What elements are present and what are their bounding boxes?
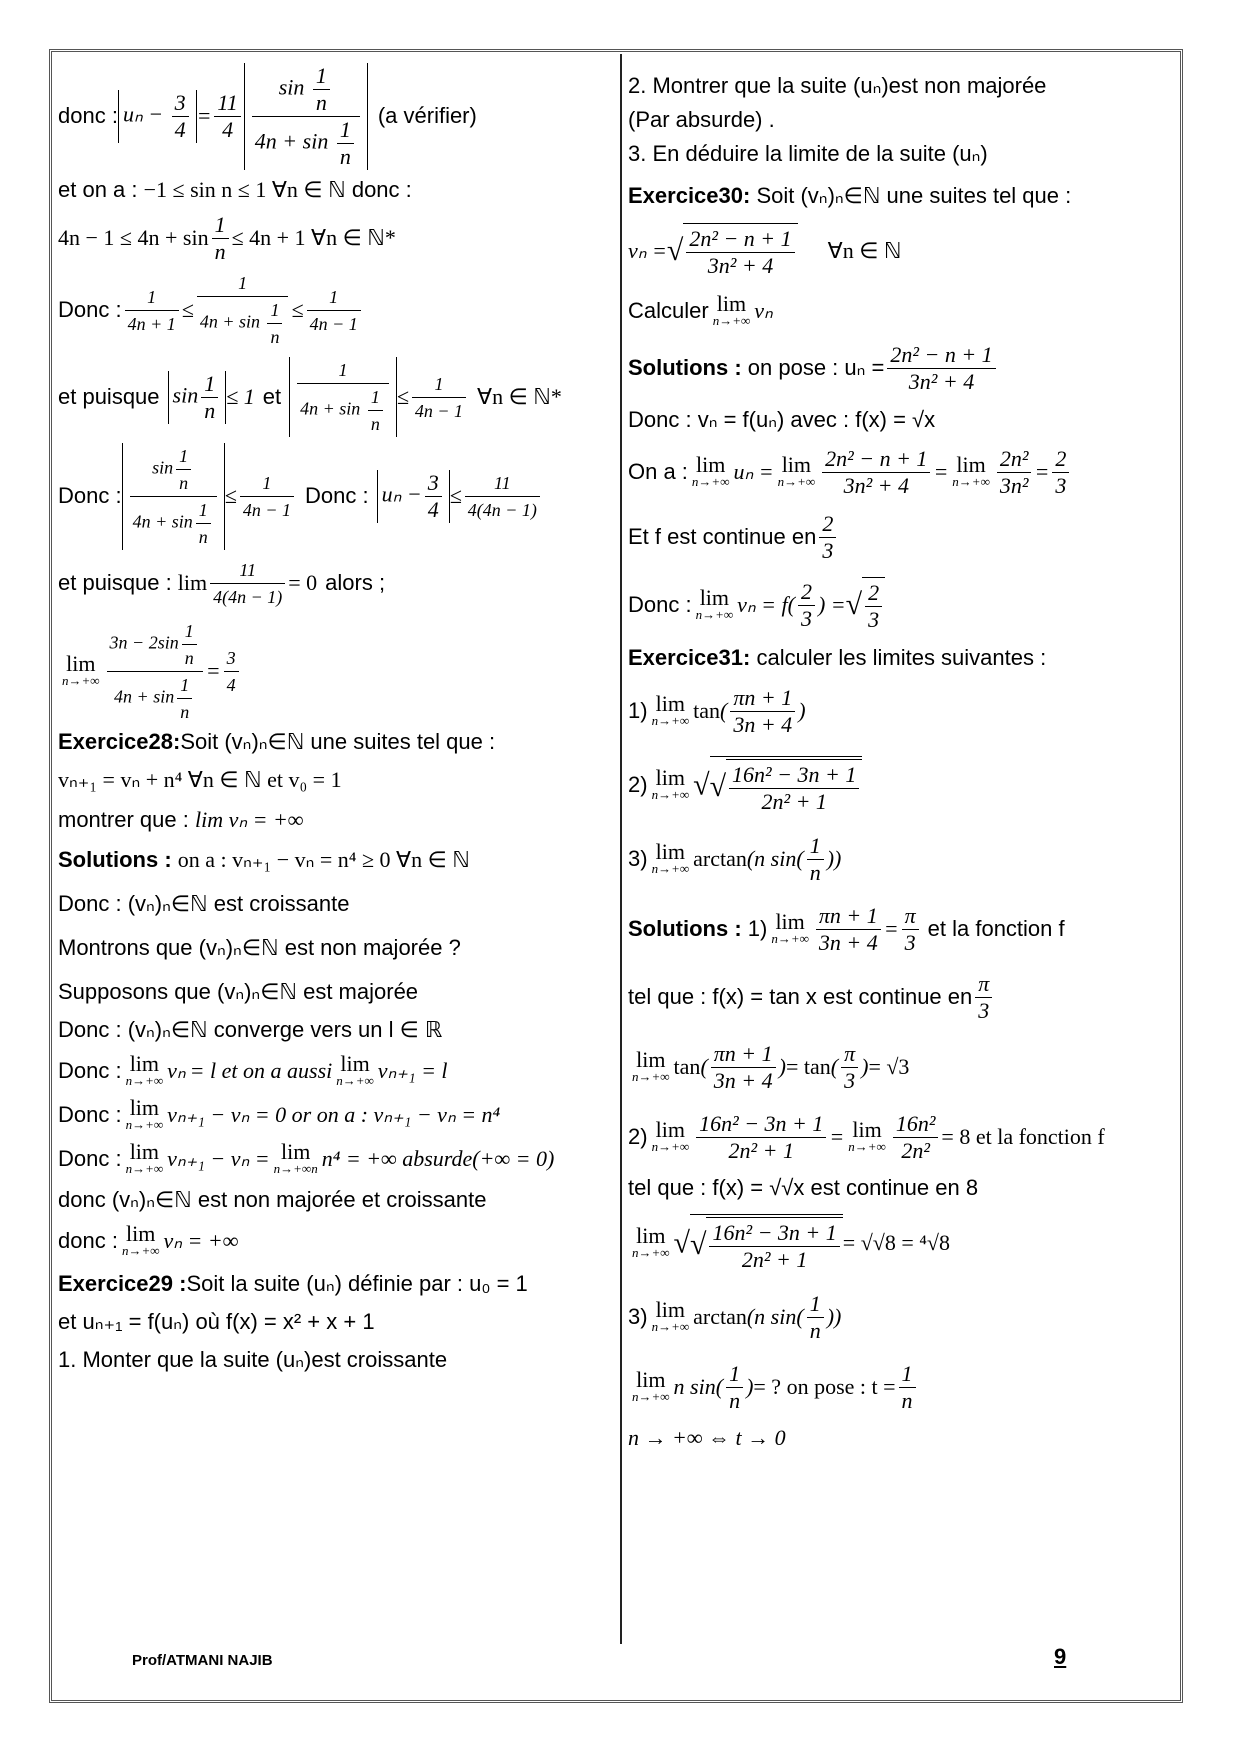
exercise31-solution-4: 2) lim n→+∞ $\frac{\text{16n² − 3n + 1}}{\text{2n² + 1}}$ = lim n→+∞ $\frac{\text{16n²}}{\text{2n²}}$ = 8 et la fonction f	[628, 1110, 1105, 1163]
exercise31-solution-2: tel que : f(x) = tan x est continue en $\frac{\pi}{3}$	[628, 966, 1176, 1028]
exercise29-question-2: 2. Montrer que la suite (uₙ)est non majorée	[628, 73, 1047, 98]
footer-author: Prof/ATMANI NAJIB	[132, 1652, 273, 1669]
left-line-1: donc : uₙ − $\frac{3}{4}$ = $\frac{11}{4}$ sin $\frac{1}{n}$ 4n + sin $\frac{1}{n}$ (a vérifier)	[58, 62, 477, 169]
sol-line-6: Donc : lim n→+∞ vₙ₊₁ − vₙ = 0 or on a : vₙ₊₁ − vₙ = n⁴	[58, 1095, 501, 1132]
exercise28-definition: vₙ₊₁ = vₙ + n⁴ ∀n ∈ ℕ et v₀ = 1	[58, 767, 342, 792]
exercise31-solution-3: lim n→+∞ tan ( $\frac{\pi n + 1}{3n + 4}$ ) = tan ( $\frac{\pi}{3}$ ) = √3	[632, 1040, 910, 1093]
page-number: 9	[1054, 1644, 1067, 1669]
exercise29-definition: et uₙ₊₁ = f(uₙ) où f(x) = x² + x + 1	[58, 1309, 375, 1334]
exercise30-line-1: Donc : vₙ = f(uₙ) avec : f(x) = √x	[628, 407, 936, 432]
abs-un-34: uₙ − $\frac{3}{4}$	[118, 90, 197, 143]
left-column	[58, 62, 613, 1380]
exercise30-line-3: Et f est continue en $\frac{2}{3}$	[628, 508, 1176, 566]
left-line-4: Donc : $\frac{1}{4n + 1}$ ≤ 1 4n + sin $\frac{1}{n}$ ≤ $\frac{1}{4n - 1}$	[58, 272, 613, 348]
exercise28-title: Exercice28:Soit (vₙ)ₙ∈ℕ une suites tel que :	[58, 729, 496, 754]
exercise30-solution: Solutions : on pose : uₙ = $\frac{\text{2n² − n + 1}}{\text{3n² + 4}}$	[628, 338, 1176, 398]
exercise31-solution-1: Solutions : 1) lim n→+∞ $\frac{\pi n + 1}{3n + 4}$ = $\frac{\pi}{3}$ et la fonction f	[628, 902, 1065, 955]
left-line-2: et on a : −1 ≤ sin n ≤ 1 ∀n ∈ ℕ donc :	[58, 177, 412, 202]
sol-line-2: Montrons que (vₙ)ₙ∈ℕ est non majorée ?	[58, 935, 461, 960]
exercise29-question-2b: (Par absurde) .	[628, 107, 775, 132]
sol-line-3: Supposons que (vₙ)ₙ∈ℕ est majorée	[58, 979, 419, 1004]
exercise30-line-2: On a : lim n→+∞ uₙ = lim n→+∞ $\frac{\text{2n² − n + 1}}{\text{3n² + 4}}$ = lim n→+∞ $\frac{\text{2n²}}{\text{3n²}}$ = $\frac{2}{3}$	[628, 442, 1176, 502]
left-line-3: 4n − 1 ≤ 4n + sin $\frac{1}{n}$ ≤ 4n + 1 ∀n ∈ ℕ*	[58, 211, 396, 264]
exercise31-solution-7: 3) lim n→+∞ arctan ( n sin ( $\frac{1}{n}$ ))	[628, 1290, 842, 1343]
exercise31-item-1: 1) lim n→+∞ tan ( $\frac{\pi n + 1}{3n + 4}$ )	[628, 684, 806, 737]
exercise30-title: Exercice30: Soit (vₙ)ₙ∈ℕ une suites tel que :	[628, 183, 1072, 208]
exercise30-question: Calculer lim n→+∞ vₙ	[628, 291, 773, 328]
exercise29-question-3: 3. En déduire la limite de la suite (uₙ)	[628, 141, 988, 166]
sol-line-9: donc : lim n→+∞ vₙ = +∞	[58, 1221, 239, 1258]
exercise29-title: Exercice29 :Soit la suite (uₙ) définie par : u₀ = 1	[58, 1271, 528, 1296]
exercise28-question: montrer que : lim vₙ = +∞	[58, 807, 304, 832]
sol-line-7: Donc : lim n→+∞ vₙ₊₁ − vₙ = lim n→+∞n n⁴ = +∞ absurde(+∞ = 0)	[58, 1139, 555, 1176]
exercise31-item-2: 2) lim n→+∞ √√ $\frac{\text{16n² − 3n + 1}}{\text{2n² + 1}}$	[628, 750, 1176, 820]
left-line-7: et puisque : lim $\frac{11}{4(4n - 1)}$ = 0 alors ;	[58, 552, 613, 614]
exercise30-definition: vₙ = √ $\frac{\text{2n² − n + 1}}{\text{3n² + 4}}$ ∀n ∈ ℕ	[628, 216, 1176, 286]
exercise29-question-1: 1. Monter que la suite (uₙ)est croissante	[58, 1347, 448, 1372]
exercise31-solution-8: lim n→+∞ n sin ( $\frac{1}{n}$ ) = ? on pose : t = $\frac{1}{n}$	[628, 1356, 1176, 1418]
left-line-8: lim n→+∞ 3n − 2sin $\frac{1}{n}$ 4n + sin $\frac{1}{n}$ = $\frac{3}{4}$	[58, 620, 613, 722]
exercise31-solution-5: tel que : f(x) = √√x est continue en 8	[628, 1175, 979, 1200]
left-line-6: Donc : sin $\frac{1}{n}$ 4n + sin $\frac{1}{n}$ ≤ $\frac{1}{4n - 1}$ Donc : uₙ − $\frac{3}{4}$ ≤ $\frac{11}{4(4n - 1)}$	[58, 446, 613, 546]
exercise30-line-4: Donc : lim n→+∞ vₙ = f ( $\frac{2}{3}$ ) = √ $\frac{2}{3}$	[628, 572, 1176, 638]
exercise31-item-3: 3) lim n→+∞ arctan ( n sin ( $\frac{1}{n}$ ))	[628, 832, 842, 885]
exercise31-title: Exercice31: calculer les limites suivantes :	[628, 645, 1047, 670]
left-line-5: et puisque sin $\frac{1}{n}$ ≤ 1 et 1 4n + sin $\frac{1}{n}$ ≤ $\frac{1}{4n - 1}$ ∀n ∈ ℕ*	[58, 354, 613, 440]
right-column	[628, 62, 1176, 1458]
sol-line-8: donc (vₙ)ₙ∈ℕ est non majorée et croissante	[58, 1187, 487, 1212]
sol-line-4: Donc : (vₙ)ₙ∈ℕ converge vers un l ∈ ℝ	[58, 1017, 443, 1042]
sol-line-1: Donc : (vₙ)ₙ∈ℕ est croissante	[58, 891, 350, 916]
exercise31-solution-6: lim n→+∞ √√ $\frac{\text{16n² − 3n + 1}}{\text{2n² + 1}}$ = √√8 = ⁴√8	[628, 1208, 1176, 1278]
column-divider	[620, 54, 622, 1644]
exercise28-solution: Solutions : on a : vₙ₊₁ − vₙ = n⁴ ≥ 0 ∀n ∈ ℕ	[58, 847, 470, 872]
exercise31-solution-9: n → +∞ ⇔ t → 0	[628, 1425, 786, 1450]
sol-line-5: Donc : lim n→+∞ vₙ = l et on a aussi lim n→+∞ vₙ₊₁ = l	[58, 1051, 448, 1088]
